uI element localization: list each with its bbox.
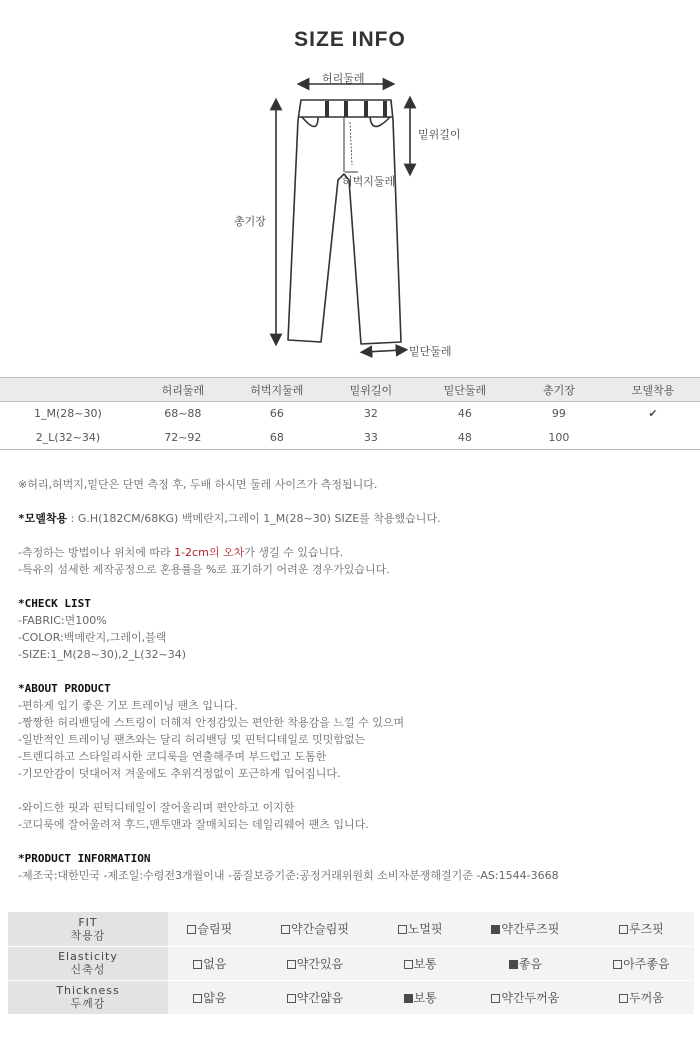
checkbox-icon	[193, 994, 202, 1003]
fabric-note: -특유의 섬세한 제작공정으로 혼용률을 %로 표기하기 어려운 경우가있습니다.	[18, 563, 390, 576]
fit-label-en: FIT	[78, 915, 98, 929]
list-item: -FABRIC:면100%	[18, 614, 107, 627]
rise-label: 밑위길이	[418, 128, 461, 141]
checkbox-icon	[619, 994, 628, 1003]
table-row	[0, 402, 700, 426]
col-model: 모델착용	[606, 378, 700, 402]
elasticity-option	[168, 946, 252, 980]
checkbox-checked-icon	[491, 925, 500, 934]
fit-option-label: 루즈핏	[629, 922, 664, 937]
table-row	[0, 426, 700, 450]
elasticity-option	[378, 946, 462, 980]
elasticity-label	[8, 946, 168, 980]
list-item: -편하게 입기 좋은 기모 트레이닝 팬츠 입니다.	[18, 699, 238, 712]
checkbox-checked-icon	[404, 994, 413, 1003]
tolerance-highlight: 1-2cm의 오차	[174, 546, 245, 559]
check-icon: ✔	[648, 407, 658, 421]
col-length: 총기장	[512, 378, 606, 402]
cell-waist: 72~92	[136, 426, 230, 450]
fit-label-ko: 착용감	[70, 928, 106, 942]
thickness-option-label: 약간두꺼움	[501, 990, 560, 1005]
thickness-option-label: 얇음	[203, 990, 227, 1005]
fit-option	[252, 912, 379, 946]
thickness-row	[8, 980, 694, 1014]
fit-table	[8, 912, 694, 1015]
fit-option-label: 노멀핏	[407, 922, 443, 937]
check-list-heading: *CHECK LIST	[18, 597, 91, 610]
checkbox-icon	[193, 960, 202, 969]
thickness-option	[462, 980, 589, 1014]
product-info-heading: *PRODUCT INFORMATION	[18, 852, 151, 865]
cell-size: 2_L(32~34)	[0, 426, 136, 450]
size-table	[0, 377, 700, 450]
col-waist: 허리둘레	[136, 378, 230, 402]
col-size	[0, 378, 136, 402]
elasticity-option	[252, 946, 379, 980]
checkbox-icon	[491, 994, 500, 1003]
cell-model	[606, 426, 700, 450]
cell-hem: 48	[418, 426, 512, 450]
checkbox-icon	[287, 960, 296, 969]
fit-option-label: 슬림핏	[197, 922, 233, 937]
fit-option-label: 약간루즈핏	[501, 922, 560, 937]
checkbox-icon	[619, 925, 628, 934]
thickness-label	[8, 980, 168, 1014]
checkbox-icon	[613, 960, 622, 969]
product-info-text: -제조국:대한민국 -제조일:수령전3개월이내 -품질보증기준:공정거래위원회 소비자분쟁해결기준 -AS:1544-3668	[18, 869, 559, 882]
hem-label: 밑단둘레	[409, 345, 452, 358]
model-text: : G.H(182CM/68KG) 백메란지,그레이 1_M(28~30) SIZE를 착용했습니다.	[67, 512, 441, 525]
thickness-option-label: 두꺼움	[629, 990, 664, 1005]
elasticity-option-label: 아주좋음	[623, 956, 670, 971]
size-table-header	[0, 378, 700, 402]
fit-option	[589, 912, 694, 946]
checkbox-icon	[404, 960, 413, 969]
measure-note: ※허리,허벅지,밑단은 단면 측정 후, 두배 하시면 둘레 사이즈가 측정됩니다.	[18, 478, 378, 491]
thickness-option	[252, 980, 379, 1014]
list-item: -짱짱한 허리밴딩에 스트링이 더해져 안정감있는 편안한 착용감을 느낄 수 있으며	[18, 716, 405, 729]
cell-waist: 68~88	[164, 407, 202, 421]
about-product-heading: *ABOUT PRODUCT	[18, 682, 111, 695]
list-item: -SIZE:1_M(28~30),2_L(32~34)	[18, 648, 187, 661]
product-notes	[18, 476, 688, 884]
page-title: SIZE INFO	[294, 28, 406, 51]
thickness-option	[168, 980, 252, 1014]
list-item: -와이드한 핏과 핀턱디테일이 잘어울리며 편안하고 이지한	[18, 801, 295, 814]
elasticity-label-ko: 신축성	[70, 963, 106, 976]
tolerance-post: 가 생길 수 있습니다.	[244, 546, 344, 559]
list-item: -코디룩에 잘어울려져 후드,맨투맨과 잘매치되는 데일리웨어 팬츠 입니다.	[18, 818, 369, 831]
elasticity-option-label: 약간있음	[296, 956, 344, 971]
list-item: -기모안감이 덧대어져 겨울에도 추위걱정없이 포근하게 입어집니다.	[18, 767, 341, 780]
fit-option	[378, 912, 462, 946]
elasticity-option-label: 없음	[203, 956, 227, 971]
fit-label	[8, 912, 168, 946]
checkbox-icon	[287, 994, 296, 1003]
pants-illustration	[0, 62, 700, 374]
col-hem: 밑단둘레	[418, 378, 512, 402]
col-rise: 밑위길이	[324, 378, 418, 402]
thickness-label-ko: 두께감	[70, 997, 106, 1010]
fit-option	[462, 912, 589, 946]
fit-option-label: 약간슬림핏	[290, 922, 349, 937]
cell-size: 1_M(28~30)	[34, 407, 102, 421]
tolerance-pre: -측정하는 방법이나 위치에 따라	[18, 546, 175, 559]
checkbox-icon	[398, 925, 407, 934]
col-thigh: 허벅지둘레	[230, 378, 324, 402]
list-item: -트렌디하고 스타일리시한 코디룩을 연출해주며 부드럽고 도톰한	[18, 750, 327, 763]
waist-label: 허리둘레	[322, 72, 365, 85]
cell-rise: 32	[363, 407, 378, 421]
cell-hem: 46	[457, 407, 472, 421]
thickness-option-label: 보통	[413, 990, 437, 1005]
model-note	[18, 510, 688, 527]
cell-thigh: 68	[230, 426, 324, 450]
cell-length: 100	[512, 426, 606, 450]
pants-diagram	[0, 62, 700, 374]
checkbox-checked-icon	[509, 960, 518, 969]
fit-row	[8, 912, 694, 946]
thickness-option-label: 약간얇음	[296, 990, 344, 1005]
thickness-option	[378, 980, 462, 1014]
cell-thigh: 66	[269, 407, 284, 421]
elasticity-option	[462, 946, 589, 980]
fit-option	[168, 912, 252, 946]
elasticity-row	[8, 946, 694, 980]
length-label: 총기장	[234, 215, 266, 228]
elasticity-option	[589, 946, 694, 980]
list-item: -COLOR:백메란지,그레이,블랙	[18, 631, 167, 644]
thickness-option	[589, 980, 694, 1014]
checkbox-icon	[281, 925, 290, 934]
elasticity-label-en: Elasticity	[58, 950, 118, 963]
thigh-label: 허벅지둘레	[342, 175, 396, 188]
cell-rise: 33	[324, 426, 418, 450]
model-label: *모델착용	[18, 512, 68, 525]
thickness-label-en: Thickness	[56, 984, 120, 997]
elasticity-option-label: 보통	[413, 956, 437, 971]
cell-length: 99	[551, 407, 566, 421]
tolerance-note	[18, 544, 688, 561]
elasticity-option-label: 좋음	[518, 956, 542, 971]
checkbox-icon	[187, 925, 196, 934]
list-item: -일반적인 트레이닝 팬츠와는 달리 허리밴딩 및 핀턱디테일로 밋밋함없는	[18, 733, 366, 746]
